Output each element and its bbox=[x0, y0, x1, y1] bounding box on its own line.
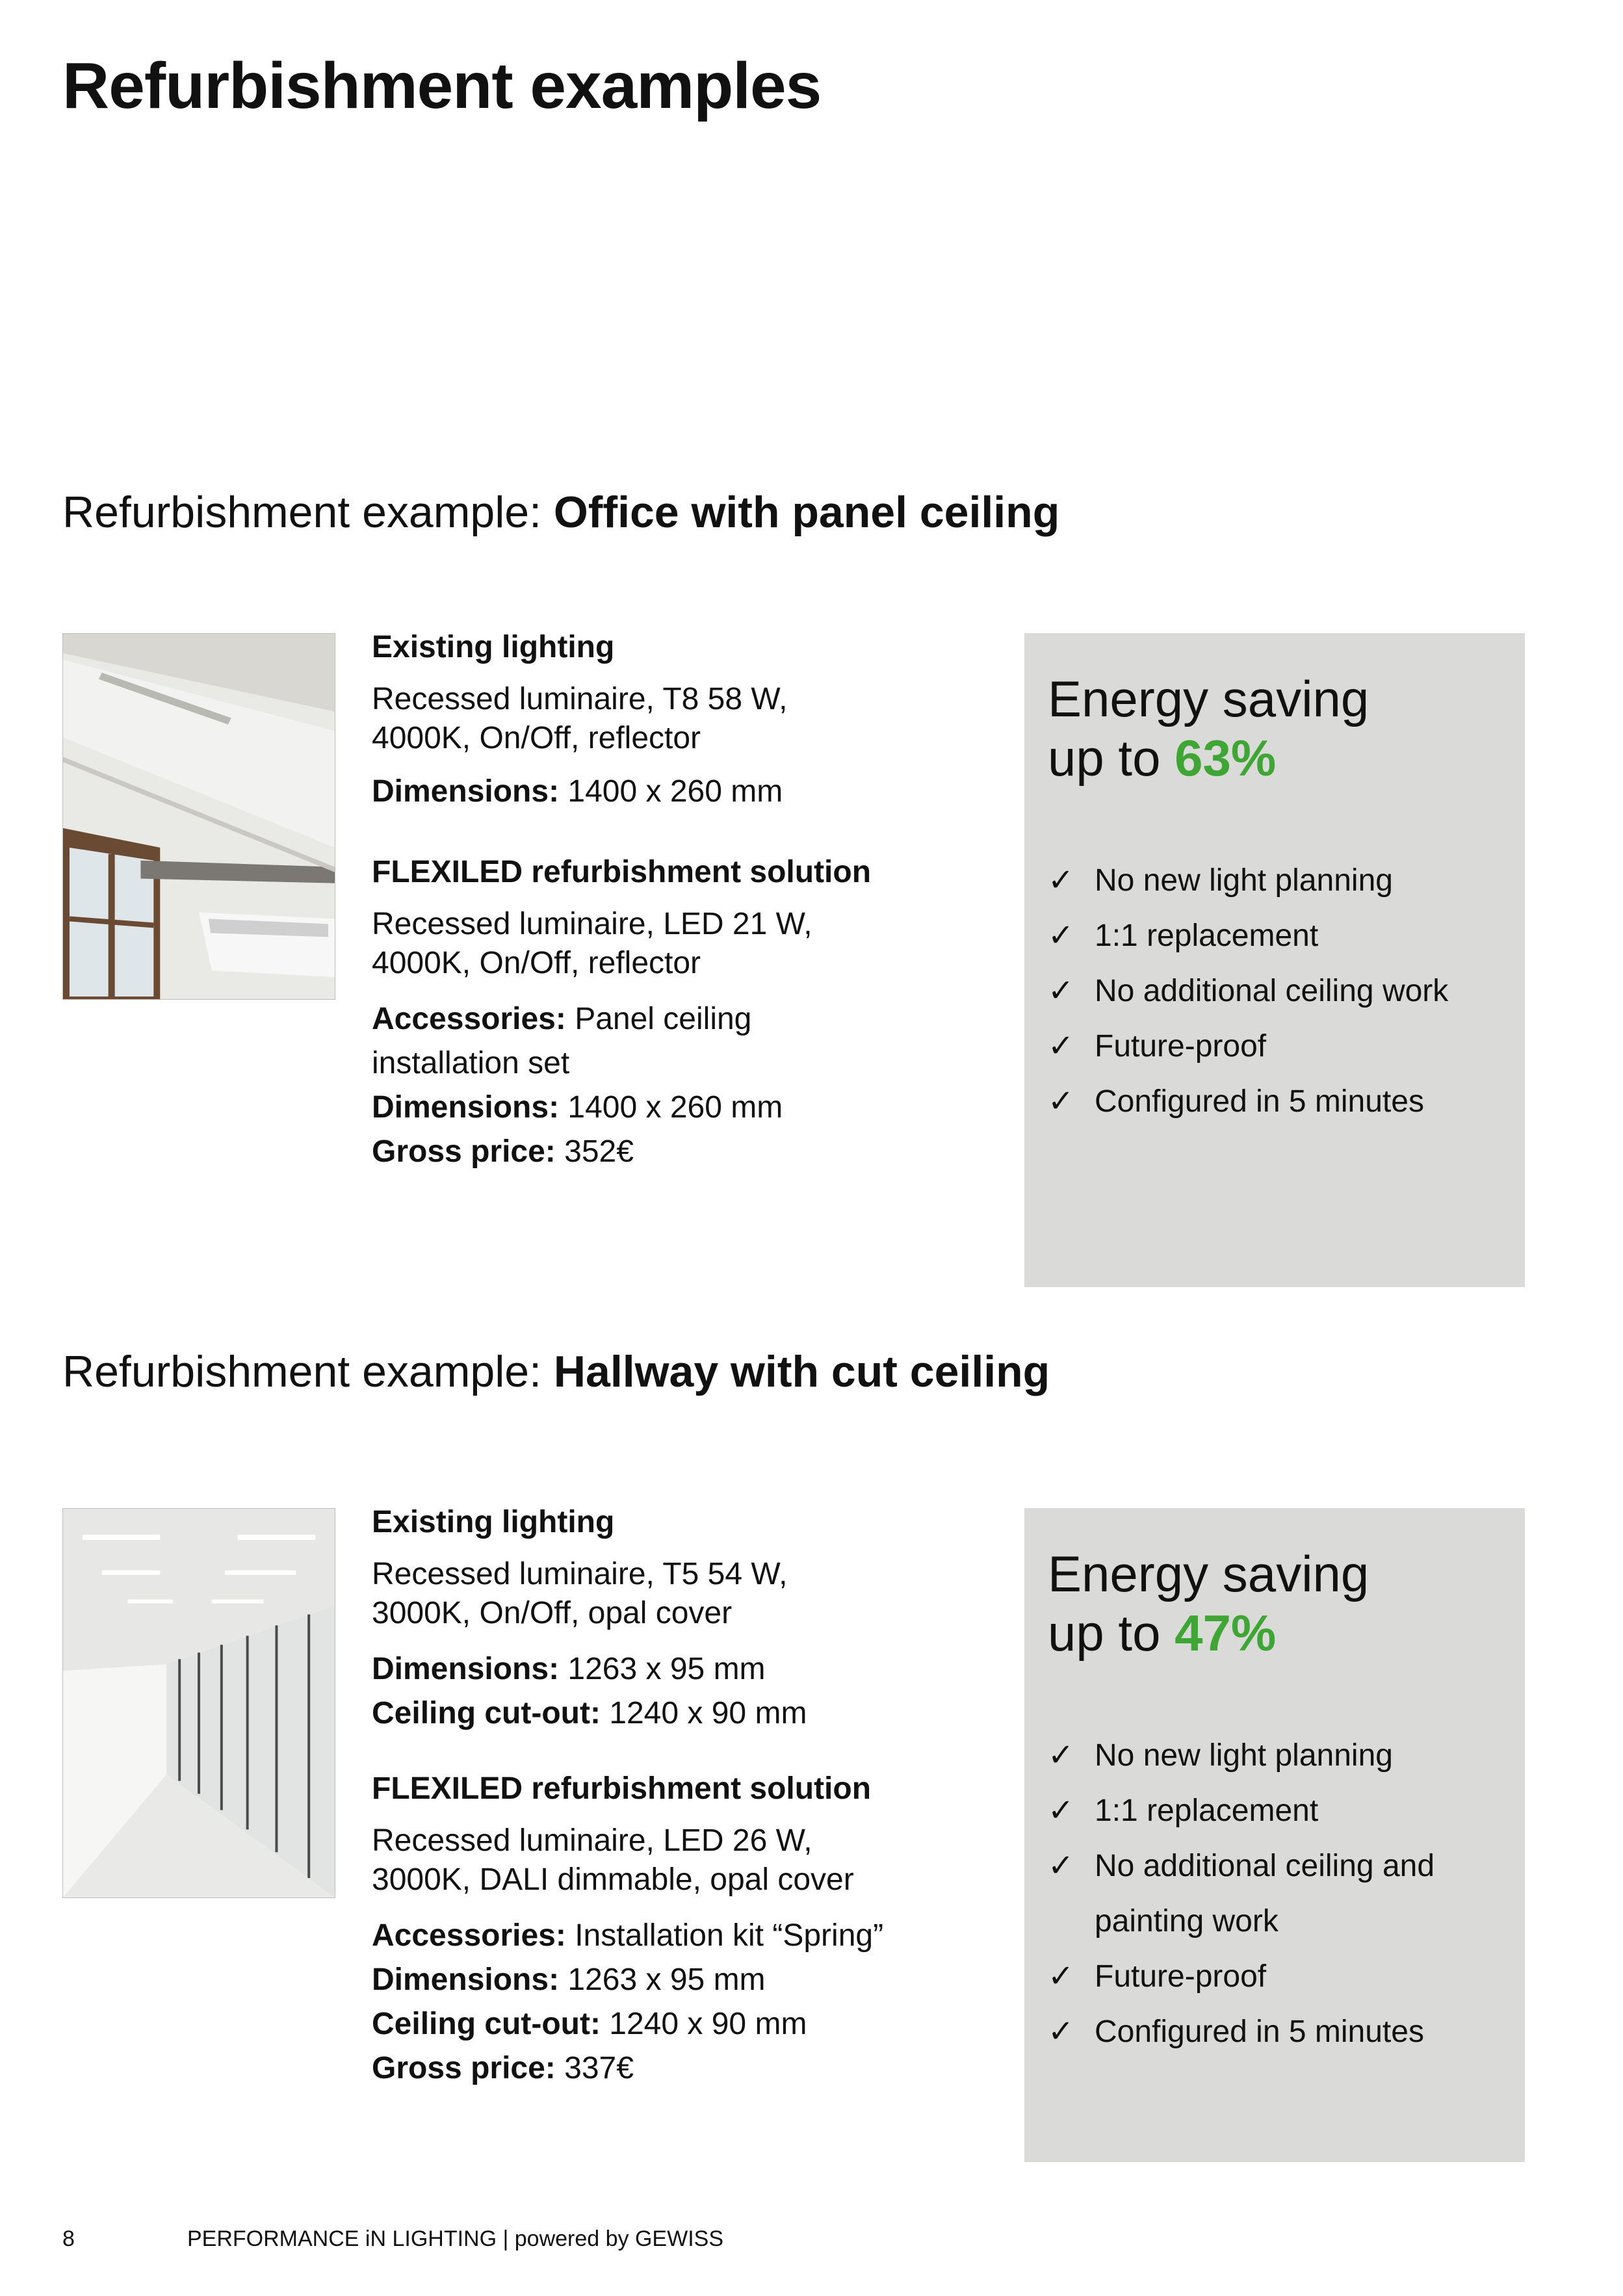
office-description bbox=[372, 628, 957, 1174]
dimensions-label: Dimensions: bbox=[372, 1090, 560, 1125]
benefit-item: ✓ Future-proof bbox=[1048, 1949, 1435, 2004]
solution-title: FLEXILED refurbishment solution bbox=[372, 1771, 872, 1806]
existing-lighting-title: Existing lighting bbox=[372, 1505, 615, 1539]
solution-dimensions bbox=[372, 1086, 957, 1130]
benefits-list bbox=[1048, 853, 1448, 1129]
existing-desc-line: Recessed luminaire, T8 58 W, bbox=[372, 682, 788, 716]
energy-saving-prefix: up to bbox=[1048, 1604, 1175, 1662]
existing-desc-line: Recessed luminaire, T5 54 W, bbox=[372, 1557, 788, 1591]
benefit-item: ✓ Configured in 5 minutes bbox=[1048, 2004, 1435, 2059]
dimensions-label: Dimensions: bbox=[372, 774, 560, 809]
gross-price-value: 337€ bbox=[555, 2051, 634, 2085]
accessories-value-cont: installation set bbox=[372, 1046, 570, 1080]
gross-price-label: Gross price: bbox=[372, 1134, 556, 1169]
ceiling-cutout-label: Ceiling cut-out: bbox=[372, 1696, 601, 1730]
benefit-item: ✓ No new light planning bbox=[1048, 853, 1448, 908]
check-icon: ✓ bbox=[1048, 1738, 1074, 1773]
ceiling-cutout-value: 1240 x 90 mm bbox=[600, 2007, 807, 2041]
benefit-item: ✓ 1:1 replacement bbox=[1048, 1783, 1435, 1838]
benefit-item: ✓ Future-proof bbox=[1048, 1019, 1448, 1074]
hallway-description bbox=[372, 1503, 957, 2091]
solution-title: FLEXILED refurbishment solution bbox=[372, 855, 872, 889]
solution-desc-line: 3000K, DALI dimmable, opal cover bbox=[372, 1862, 854, 1897]
section-heading-hallway bbox=[62, 1346, 1050, 1399]
solution-desc-line: 4000K, On/Off, reflector bbox=[372, 946, 701, 980]
dimensions-value: 1400 x 260 mm bbox=[559, 774, 783, 809]
check-icon: ✓ bbox=[1048, 1029, 1074, 1063]
check-icon: ✓ bbox=[1048, 1959, 1074, 1994]
dimensions-value: 1263 x 95 mm bbox=[559, 1963, 766, 1997]
accessories bbox=[372, 997, 957, 1086]
gross-price-value: 352€ bbox=[555, 1134, 634, 1169]
existing-desc-line: 4000K, On/Off, reflector bbox=[372, 721, 701, 755]
section-heading-office bbox=[62, 486, 1059, 540]
existing-dimensions bbox=[372, 1647, 957, 1691]
accessories-label: Accessories: bbox=[372, 1002, 566, 1036]
page-number: 8 bbox=[62, 2226, 75, 2251]
energy-saving-percent: 47% bbox=[1175, 1604, 1277, 1662]
dimensions-value: 1263 x 95 mm bbox=[559, 1652, 766, 1686]
section-heading-prefix: Refurbishment example: bbox=[62, 488, 554, 537]
solution-desc-line: Recessed luminaire, LED 21 W, bbox=[372, 907, 812, 941]
solution-desc-line: Recessed luminaire, LED 26 W, bbox=[372, 1823, 812, 1858]
page-title: Refurbishment examples bbox=[62, 49, 822, 122]
benefit-item: ✓ No additional ceiling work bbox=[1048, 963, 1448, 1019]
energy-saving-heading bbox=[1048, 1545, 1369, 1663]
accessories bbox=[372, 1914, 957, 1958]
existing-dimensions bbox=[372, 772, 957, 811]
gross-price bbox=[372, 2046, 957, 2091]
benefit-item: ✓ Configured in 5 minutes bbox=[1048, 1074, 1448, 1129]
dimensions-value: 1400 x 260 mm bbox=[559, 1090, 783, 1125]
accessories-label: Accessories: bbox=[372, 1918, 566, 1953]
existing-ceiling-cutout bbox=[372, 1691, 957, 1736]
benefits-list bbox=[1048, 1728, 1435, 2059]
benefit-item: ✓ No additional ceiling and painting work bbox=[1048, 1838, 1435, 1949]
energy-saving-label: Energy saving bbox=[1048, 1545, 1370, 1602]
check-icon: ✓ bbox=[1048, 1849, 1074, 1883]
gross-price-label: Gross price: bbox=[372, 2051, 556, 2085]
office-ceiling-photo bbox=[62, 633, 335, 1000]
check-icon: ✓ bbox=[1048, 1084, 1074, 1119]
ceiling-cutout-value: 1240 x 90 mm bbox=[600, 1696, 807, 1730]
accessories-value: Panel ceiling bbox=[565, 1002, 752, 1036]
check-icon: ✓ bbox=[1048, 919, 1074, 953]
energy-saving-prefix: up to bbox=[1048, 729, 1175, 787]
solution-dimensions bbox=[372, 1958, 957, 2002]
energy-saving-label: Energy saving bbox=[1048, 670, 1370, 727]
section-heading-bold: Office with panel ceiling bbox=[553, 488, 1060, 537]
energy-saving-box-hallway bbox=[1024, 1508, 1525, 2162]
dimensions-label: Dimensions: bbox=[372, 1963, 560, 1997]
energy-saving-heading bbox=[1048, 670, 1369, 788]
benefit-item: ✓ 1:1 replacement bbox=[1048, 908, 1448, 963]
check-icon: ✓ bbox=[1048, 863, 1074, 898]
existing-desc-line: 3000K, On/Off, opal cover bbox=[372, 1596, 733, 1630]
check-icon: ✓ bbox=[1048, 1794, 1074, 1828]
hallway-photo bbox=[62, 1508, 335, 1898]
check-icon: ✓ bbox=[1048, 974, 1074, 1008]
benefit-item: ✓ No new light planning bbox=[1048, 1728, 1435, 1783]
gross-price bbox=[372, 1130, 957, 1174]
section-heading-prefix: Refurbishment example: bbox=[62, 1347, 554, 1396]
energy-saving-percent: 63% bbox=[1175, 729, 1277, 787]
existing-lighting-title: Existing lighting bbox=[372, 630, 615, 664]
footer-text: PERFORMANCE iN LIGHTING | powered by GEWISS bbox=[187, 2226, 723, 2251]
accessories-value: Installation kit “Spring” bbox=[565, 1918, 884, 1953]
section-heading-bold: Hallway with cut ceiling bbox=[553, 1347, 1050, 1396]
energy-saving-box-office bbox=[1024, 633, 1525, 1287]
solution-ceiling-cutout bbox=[372, 2002, 957, 2046]
ceiling-cutout-label: Ceiling cut-out: bbox=[372, 2007, 601, 2041]
dimensions-label: Dimensions: bbox=[372, 1652, 560, 1686]
check-icon: ✓ bbox=[1048, 2015, 1074, 2049]
